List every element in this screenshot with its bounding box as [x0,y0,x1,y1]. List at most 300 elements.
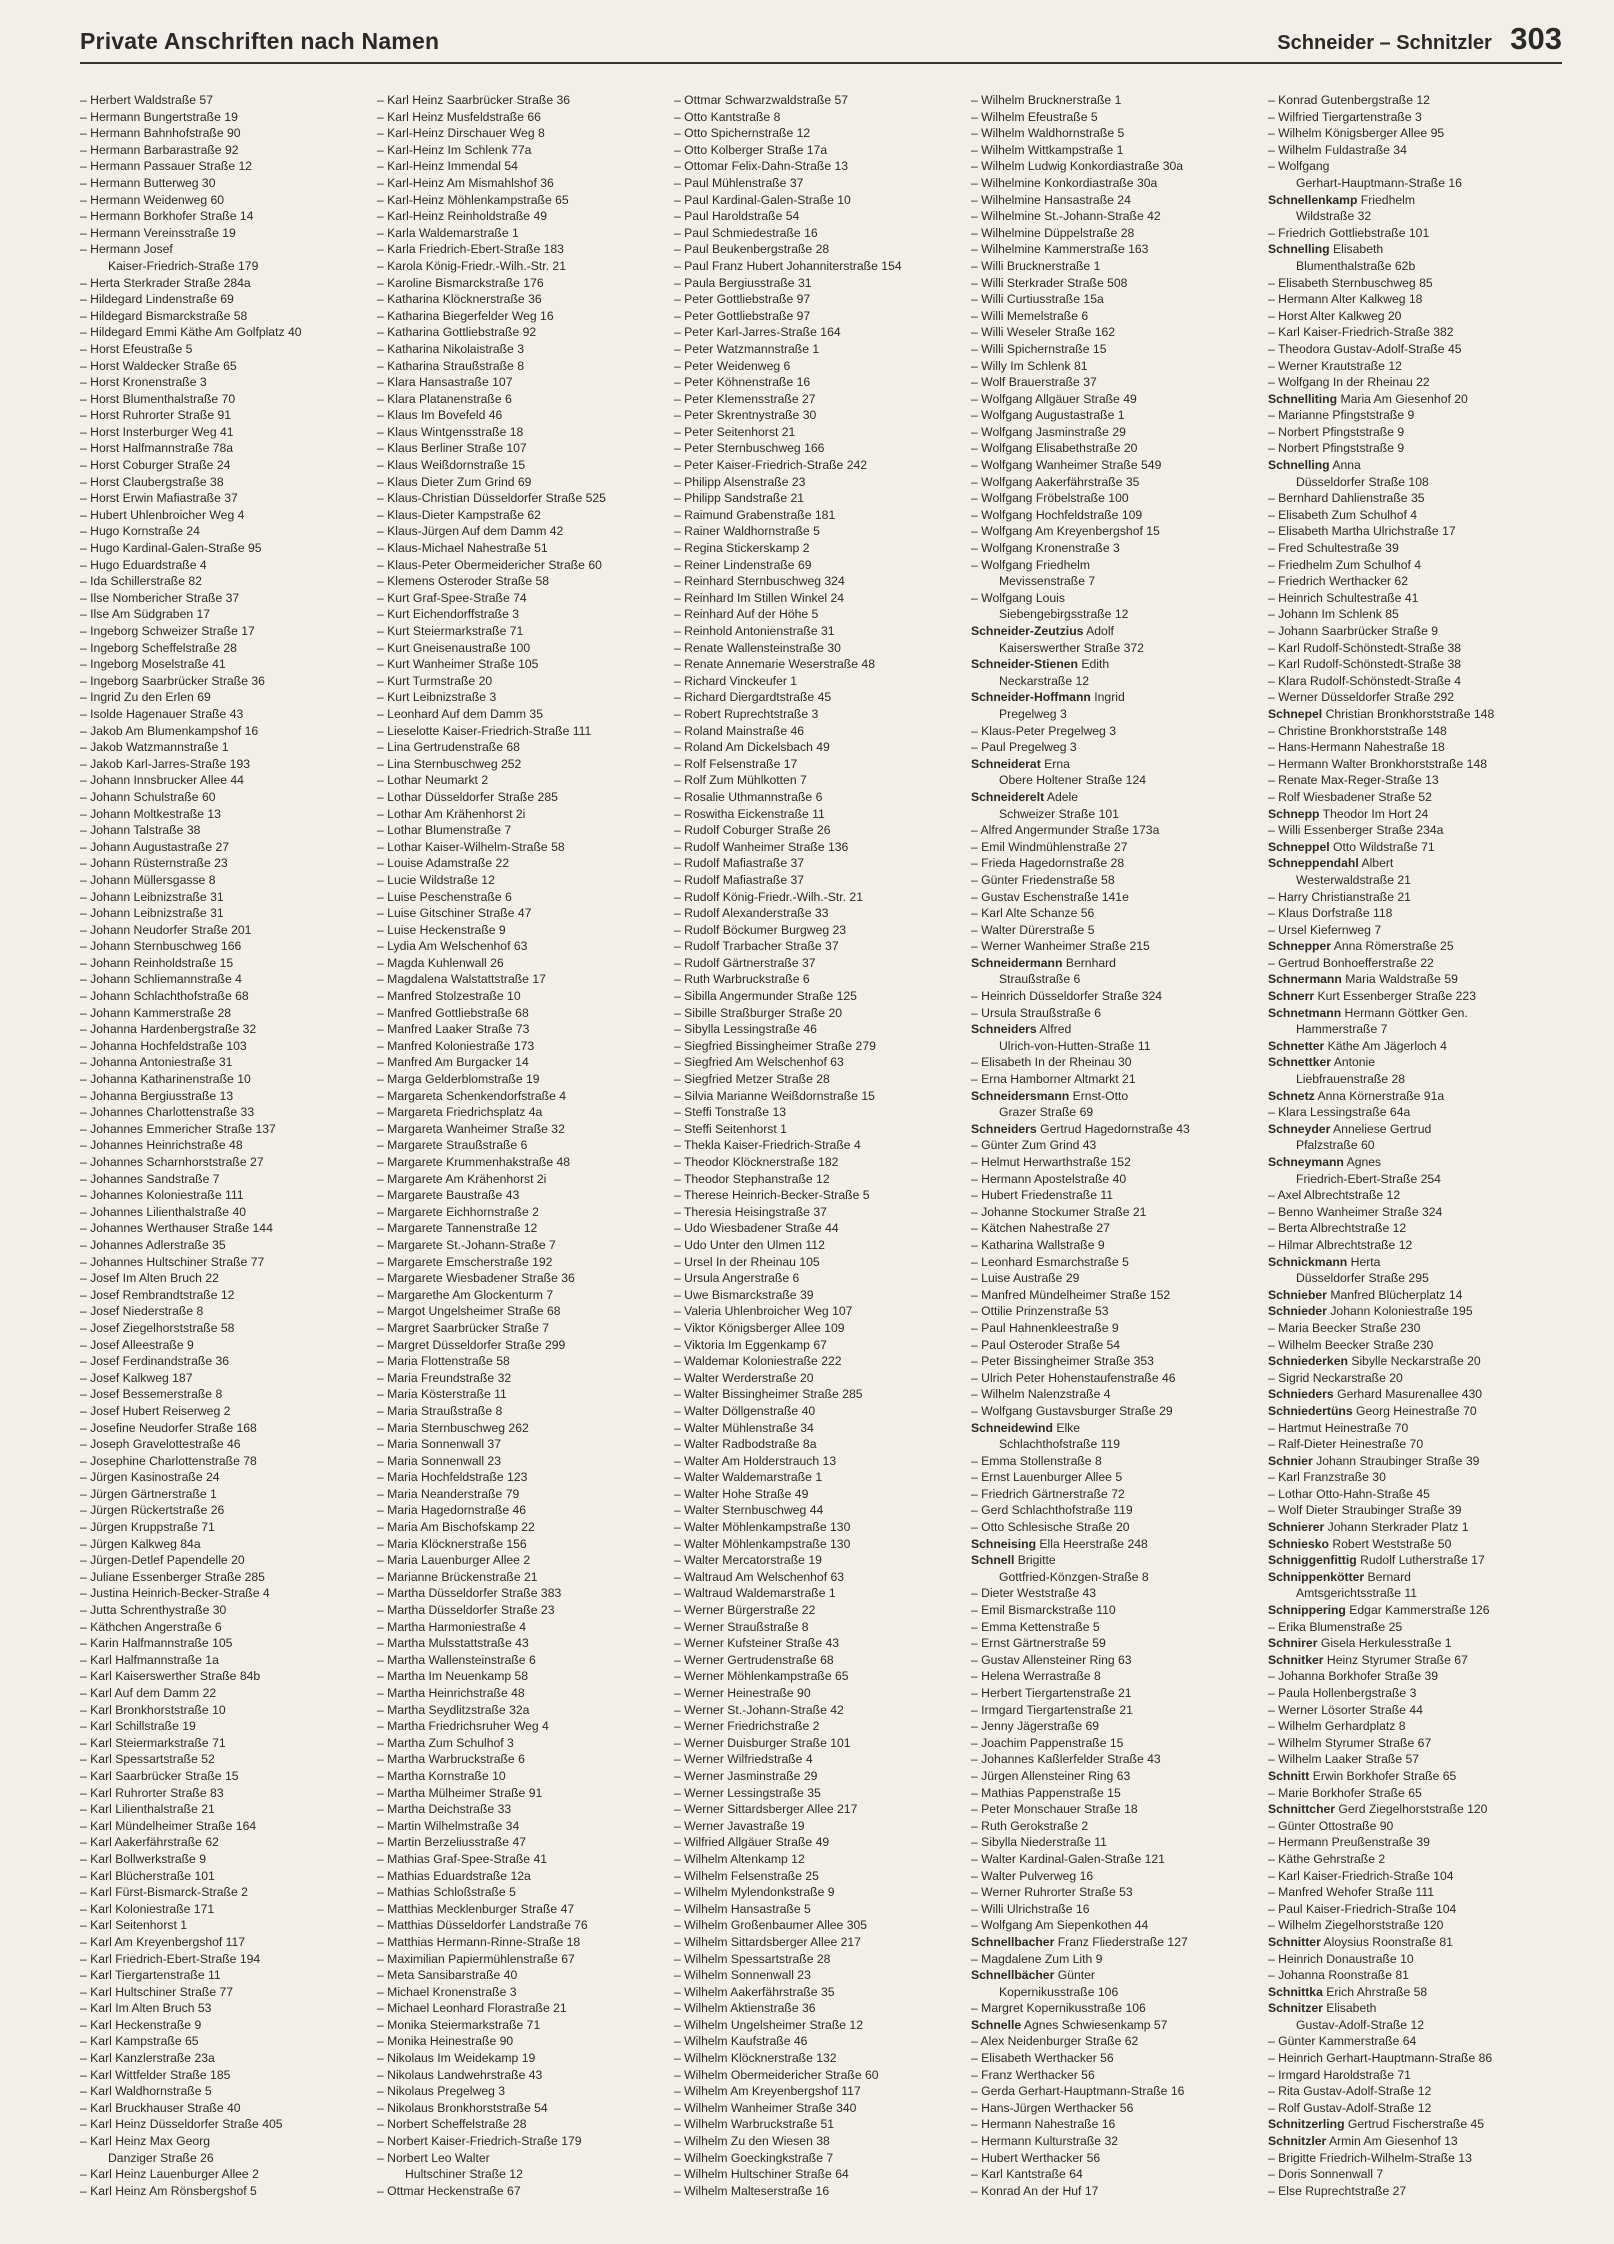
entry-text: – Jutta Schrenthystraße 30 [80,1603,227,1618]
directory-entry [377,1751,674,1768]
entry-text: Hammerstraße 7 [1296,1022,1388,1037]
entry-text: – Hubert Friedenstraße 11 [971,1188,1114,1203]
entry-text: – Marie Borkhofer Straße 65 [1268,1785,1422,1800]
entry-text: – Theodora Gustav-Adolf-Straße 45 [1268,341,1462,356]
entry-text: – Johann Schlachthofstraße 68 [80,989,249,1004]
entry-text: – Hermann Butterweg 30 [80,175,216,190]
surname: Schnepp [1268,806,1320,821]
entry-continuation [1268,1585,1565,1602]
entry-text: – Peter Weidenweg 6 [674,358,791,373]
directory-entry [674,955,971,972]
entry-text: – Rolf Zum Mühlkotten 7 [674,773,807,788]
entry-text: – Wolfgang Aakerfährstraße 35 [971,474,1140,489]
directory-entry [674,1502,971,1519]
entry-text: – Wilhelmine Hansastraße 24 [971,192,1131,207]
entry-text: – Emil Bismarckstraße 110 [971,1603,1116,1618]
entry-text: Pregelweg 3 [999,706,1067,721]
entry-text: – Hermann Borkhofer Straße 14 [80,209,254,224]
entry-text: – Wolf Dieter Straubinger Straße 39 [1268,1503,1462,1518]
directory-entry [377,1386,674,1403]
directory-entry [971,1071,1268,1088]
header-right [1277,21,1562,57]
entry-text: – Matthias Mecklenburger Straße 47 [377,1901,575,1916]
directory-entry [80,2000,377,2017]
directory-entry [1268,1818,1565,1835]
entry-text: – Horst Alter Kalkweg 20 [1268,308,1402,323]
entry-text: – Johann Schulstraße 60 [80,789,216,804]
directory-entry [80,606,377,623]
directory-entry [80,1453,377,1470]
directory-entry [80,275,377,292]
directory-entry [674,1220,971,1237]
entry-text: – Magdalena Walstattstraße 17 [377,972,546,987]
entry-text: – Ilse Am Südgraben 17 [80,607,211,622]
entry-text: – Rudolf König-Friedr.-Wilh.-Str. 21 [674,889,863,904]
directory-entry [80,440,377,457]
directory-entry [971,291,1268,308]
entry-text: – Johann Rüsternstraße 23 [80,856,228,871]
directory-entry [80,855,377,872]
directory-entry [377,2067,674,2084]
directory-entry [971,723,1268,740]
entry-text: – Margret Saarbrücker Straße 7 [377,1320,550,1335]
surname-entry [1268,1536,1565,1553]
entry-text: Bernard [1364,1569,1411,1584]
entry-text: – Hermann Weidenweg 60 [80,192,225,207]
directory-entry [674,407,971,424]
name-range: Schneider – Schnitzler [1277,32,1492,54]
entry-text: – Ruth Gerokstraße 2 [971,1818,1089,1833]
entry-text: – Klara Rudolf-Schönstedt-Straße 4 [1268,673,1462,688]
surname-entry [971,1552,1268,1569]
directory-entry [377,905,674,922]
surname-entry [1268,1353,1565,1370]
directory-entry [80,1552,377,1569]
entry-text: – Wolfgang Friedhelm [971,557,1091,572]
directory-entry [1268,656,1565,673]
surname: Schnitker [1268,1652,1324,1667]
directory-entry [674,1619,971,1636]
directory-entry [377,1220,674,1237]
entry-continuation [1268,1021,1565,1038]
directory-entry [377,457,674,474]
directory-entry [674,822,971,839]
entry-text: Westerwaldstraße 21 [1296,872,1411,887]
directory-entry [80,1702,377,1719]
directory-entry [80,2083,377,2100]
entry-text: – Siegfried Metzer Straße 28 [674,1072,830,1087]
directory-entry [674,1386,971,1403]
entry-text: – Klaus Weißdornstraße 15 [377,458,526,473]
entry-continuation [971,971,1268,988]
entry-text: – Josef Rembrandtstraße 12 [80,1287,235,1302]
directory-entry [971,1602,1268,1619]
surname: Schnieber [1268,1287,1327,1302]
entry-text: Neckarstraße 12 [999,673,1090,688]
entry-text: Armin Am Giesenhof 13 [1326,2134,1458,2149]
directory-entry [377,1469,674,1486]
entry-text: Kopernikusstraße 106 [999,1984,1119,1999]
entry-text: – Katharina Wallstraße 9 [971,1237,1105,1252]
directory-entry [971,557,1268,574]
directory-entry [377,1254,674,1271]
entry-text: – Heinrich Düsseldorfer Straße 324 [971,989,1163,1004]
entry-text: – Johann Innsbrucker Allee 44 [80,773,244,788]
entry-text: – Karl-Heinz Am Mismahlshof 36 [377,175,554,190]
entry-text: – Günter Ottostraße 90 [1268,1818,1394,1833]
directory-entry [377,1818,674,1835]
entry-text: – Peter Monschauer Straße 18 [971,1802,1138,1817]
entry-continuation [1268,175,1565,192]
directory-entry [80,175,377,192]
directory-entry [971,1502,1268,1519]
directory-entry [377,2116,674,2133]
entry-text: Ernst-Otto [1069,1088,1129,1103]
entry-text: – Wolfgang Hochfeldstraße 109 [971,507,1143,522]
entry-text: – Norbert Pfingststraße 9 [1268,441,1405,456]
entry-text: – Ernst Lauenburger Allee 5 [971,1470,1123,1485]
surname: Schneyder [1268,1121,1331,1136]
directory-entry [674,358,971,375]
directory-entry [971,258,1268,275]
directory-entry [80,1287,377,1304]
directory-entry [1268,1370,1565,1387]
directory-entry [674,872,971,889]
directory-entry [971,1585,1268,1602]
entry-text: – Sibilla Angermunder Straße 125 [674,989,857,1004]
entry-text: – Karl-Heinz Reinholdstraße 49 [377,209,548,224]
entry-text: – Wilhelm Zu den Wiesen 38 [674,2134,830,2149]
directory-entry [80,125,377,142]
directory-entry [674,125,971,142]
directory-entry [971,1270,1268,1287]
surname: Schneidermann [971,955,1063,970]
surname-entry [1268,2000,1565,2017]
directory-entry [80,391,377,408]
directory-entry [80,1901,377,1918]
directory-entry [80,192,377,209]
entry-text: – Paul Mühlenstraße 37 [674,175,804,190]
entry-text: – Hermann Bungertstraße 19 [80,109,238,124]
entry-text: – Werner Jasminstraße 29 [674,1768,818,1783]
entry-text: – Wilhelm Kaufstraße 46 [674,2034,808,2049]
directory-entry [674,1137,971,1154]
entry-text: – Martha Friedrichsruher Weg 4 [377,1719,549,1734]
directory-entry [80,474,377,491]
entry-text: – Lina Sternbuschweg 252 [377,756,522,771]
entry-text: – Karl Waldhornstraße 5 [80,2084,212,2099]
entry-text: – Wolfgang Louis [971,590,1065,605]
directory-entry [377,241,674,258]
entry-text: Anneliese Gertrud [1330,1121,1432,1136]
entry-text: – Udo Wiesbadener Straße 44 [674,1221,839,1236]
directory-entry [377,358,674,375]
directory-entry [674,557,971,574]
directory-entry [80,1337,377,1354]
directory-entry [377,955,674,972]
entry-text: – Otto Kantstraße 8 [674,109,781,124]
directory-entry [674,92,971,109]
directory-entry [674,922,971,939]
entry-text: – Johanna Borkhofer Straße 39 [1268,1669,1439,1684]
directory-entry [377,1868,674,1885]
entry-text: – Sigrid Neckarstraße 20 [1268,1370,1403,1385]
directory-entry [80,1154,377,1171]
entry-text: – Klaus-Christian Düsseldorfer Straße 525 [377,491,606,506]
entry-text: – Wolfgang In der Rheinau 22 [1268,375,1430,390]
directory-entry [377,839,674,856]
surname: Schneiders [971,1022,1037,1037]
entry-continuation [1268,1171,1565,1188]
entry-text: – Fred Schultestraße 39 [1268,541,1399,556]
directory-entry [80,789,377,806]
directory-entry [377,822,674,839]
entry-text: – Wilhelmine Konkordiastraße 30a [971,175,1158,190]
entry-text: Ingrid [1090,690,1125,705]
entry-text: – Wilhelm Hansastraße 5 [674,1901,811,1916]
entry-text: – Friedrich Werthacker 62 [1268,574,1408,589]
directory-entry [80,706,377,723]
entry-text: Schlachthofstraße 119 [999,1437,1121,1452]
entry-text: Sibylle Neckarstraße 20 [1347,1354,1481,1369]
directory-entry [674,723,971,740]
entry-text: – Hildegard Emmi Käthe Am Golfplatz 40 [80,325,302,340]
directory-entry [80,2050,377,2067]
entry-text: – Wilhelm Wanheimer Straße 340 [674,2100,857,2115]
entry-text: – Klara Hansastraße 107 [377,375,513,390]
directory-entry [971,1453,1268,1470]
entry-text: – Paula Bergiusstraße 31 [674,275,812,290]
directory-entry [971,1685,1268,1702]
entry-text: – Matthias Düsseldorfer Landstraße 76 [377,1918,588,1933]
directory-entry [674,324,971,341]
entry-text: – Wolfgang Augustastraße 1 [971,408,1125,423]
entry-text: Johann Sterkrader Platz 1 [1324,1520,1469,1535]
entry-text: – Sibille Straßburger Straße 20 [674,1005,842,1020]
directory-entry [674,258,971,275]
surname-entry [1268,988,1565,1005]
entry-text: – Johann Kammerstraße 28 [80,1005,232,1020]
entry-text: – Peter Kaiser-Friedrich-Straße 242 [674,458,868,473]
entry-text: – Waldemar Koloniestraße 222 [674,1354,842,1369]
entry-text: – Wolfgang [1268,159,1330,174]
entry-text: Erich Ahrstraße 58 [1322,1984,1428,1999]
directory-entry [1268,109,1565,126]
entry-text: – Wolfgang Jasminstraße 29 [971,424,1126,439]
directory-entry [674,1054,971,1071]
entry-text: – Karl Ruhrorter Straße 83 [80,1785,224,1800]
entry-text: – Kurt Turmstraße 20 [377,673,493,688]
entry-text: – Heinrich Schultestraße 41 [1268,590,1419,605]
directory-entry [971,2033,1268,2050]
directory-entry [1268,92,1565,109]
entry-text: – Gertrud Bonhoefferstraße 22 [1268,955,1434,970]
entry-text: – Wilhelm Altenkamp 12 [674,1851,805,1866]
directory-entry [377,1370,674,1387]
directory-entry [971,938,1268,955]
directory-entry [971,1718,1268,1735]
entry-text: – Jürgen Gärtnerstraße 1 [80,1486,217,1501]
entry-text: – Brigitte Friedrich-Wilhelm-Straße 13 [1268,2150,1472,2165]
directory-entry [377,1005,674,1022]
entry-text: – Rolf Wiesbadener Straße 52 [1268,789,1432,804]
directory-entry [971,1901,1268,1918]
surname-entry [1268,241,1565,258]
directory-entry [377,1785,674,1802]
directory-entry [971,1204,1268,1221]
directory-entry [80,407,377,424]
directory-entry [377,1519,674,1536]
directory-entry [674,1984,971,2001]
entry-continuation [1268,2017,1565,2034]
entry-text: – Sibylla Lessingstraße 46 [674,1022,817,1037]
entry-text: – Horst Claubergstraße 38 [80,474,224,489]
entry-text: – Paul Schmiedestraße 16 [674,225,818,240]
directory-entry [80,1818,377,1835]
entry-text: – Johann Leibnizstraße 31 [80,906,224,921]
directory-entry [1268,772,1565,789]
directory-entry [377,988,674,1005]
directory-entry [971,1353,1268,1370]
entry-text: – Johanna Antoniestraße 31 [80,1055,233,1070]
entry-text: – Leonhard Esmarchstraße 5 [971,1254,1129,1269]
entry-text: – Margarete Wiesbadener Straße 36 [377,1271,575,1286]
directory-entry [674,1104,971,1121]
directory-entry [377,440,674,457]
surname: Schniesko [1268,1536,1329,1551]
entry-text: – Peter Gottliebstraße 97 [674,292,811,307]
directory-entry [674,855,971,872]
directory-entry [674,391,971,408]
entry-text: – Lina Gertrudenstraße 68 [377,740,520,755]
surname-entry [1268,1088,1565,1105]
directory-entry [80,1171,377,1188]
directory-entry [80,756,377,773]
directory-entry [80,1121,377,1138]
entry-text: – Johann Talstraße 38 [80,823,201,838]
surname-entry [1268,1121,1565,1138]
entry-continuation [1268,1270,1565,1287]
entry-text: – Karl Hultschiner Straße 77 [80,1984,234,1999]
directory-entry [80,1884,377,1901]
entry-text: – Emma Kettenstraße 5 [971,1619,1100,1634]
directory-entry [1268,2100,1565,2117]
directory-entry [377,1054,674,1071]
surname-entry [971,1967,1268,1984]
directory-entry [80,1436,377,1453]
entry-text: – Ulrich Peter Hohenstaufenstraße 46 [971,1370,1176,1385]
directory-entry [377,407,674,424]
entry-text: – Friedhelm Zum Schulhof 4 [1268,557,1422,572]
column-1 [80,92,377,2222]
directory-entry [80,971,377,988]
entry-text: – Walter Dürerstraße 5 [971,922,1095,937]
entry-text: – Michael Kronenstraße 3 [377,1984,517,1999]
entry-text: – Kurt Gneisenaustraße 100 [377,640,531,655]
entry-text: – Helmut Herwarthstraße 152 [971,1155,1131,1169]
entry-text: – Josef Bessemerstraße 8 [80,1387,223,1402]
surname-entry [1268,938,1565,955]
entry-text: – Käthchen Angerstraße 6 [80,1619,222,1634]
directory-entry [80,1619,377,1636]
entry-text: – Wilhelm Königsberger Allee 95 [1268,126,1445,141]
directory-entry [1268,1469,1565,1486]
directory-entry [971,324,1268,341]
entry-text: – Werner Bürgerstraße 22 [674,1603,816,1618]
directory-entry [80,2067,377,2084]
entry-text: Grazer Straße 69 [999,1105,1094,1120]
directory-entry [80,2033,377,2050]
entry-text: – Martha Harmoniestraße 4 [377,1619,527,1634]
surname: Schnittka [1268,1984,1323,1999]
directory-entry [80,1038,377,1055]
entry-text: – Manfred Koloniestraße 173 [377,1038,535,1053]
entry-text: – Karl Halfmannstraße 1a [80,1652,219,1667]
directory-entry [1268,905,1565,922]
entry-text: Herta [1347,1254,1381,1269]
surname-entry [971,1934,1268,1951]
entry-text: – Waltraud Waldemarstraße 1 [674,1586,836,1601]
directory-entry [674,1486,971,1503]
entry-text: – Wilhelm Felsenstraße 25 [674,1868,819,1883]
entry-text: – Karl Kaiser-Friedrich-Straße 104 [1268,1868,1454,1883]
entry-text: Anna [1329,458,1361,473]
entry-text: Brigitte [1014,1553,1056,1568]
entry-text: – Werner Möhlenkampstraße 65 [674,1669,849,1684]
entry-text: Agnes [1343,1155,1382,1169]
entry-text: – Johann Im Schlenk 85 [1268,607,1399,622]
directory-entry [674,889,971,906]
directory-entry [80,739,377,756]
entry-text: Gustav-Adolf-Straße 12 [1296,2017,1425,2032]
entry-text: – Peter Watzmannstraße 1 [674,341,820,356]
entry-text: – Klaus Dieter Zum Grind 69 [377,474,532,489]
entry-text: – Klaus Berliner Straße 107 [377,441,527,456]
directory-entry [971,407,1268,424]
directory-entry [80,490,377,507]
entry-text: – Johanna Katharinenstraße 10 [80,1072,251,1087]
directory-entry [377,1967,674,1984]
entry-text: – Elisabeth Werthacker 56 [971,2051,1114,2066]
entry-text: – Margarete Krummenhakstraße 48 [377,1155,571,1169]
entry-text: – Elisabeth Zum Schulhof 4 [1268,507,1418,522]
directory-entry [674,440,971,457]
entry-text: – Jürgen Kalkweg 84a [80,1536,201,1551]
entry-text: – Alex Neidenburger Straße 62 [971,2034,1139,2049]
directory-entry [674,2166,971,2183]
entry-text: – Meta Sansibarstraße 40 [377,1968,518,1983]
directory-entry [674,308,971,325]
entry-text: Gerhard Masurenallee 430 [1333,1387,1483,1402]
entry-text: – Margarete Straußstraße 6 [377,1138,528,1153]
entry-text: – Johannes Kaßlerfelder Straße 43 [971,1752,1161,1767]
entry-text: – Emil Windmühlenstraße 27 [971,839,1128,854]
directory-entry [377,175,674,192]
surname-entry [1268,1934,1565,1951]
entry-text: – Heinrich Donaustraße 10 [1268,1951,1414,1966]
surname: Schnippenkötter [1268,1569,1365,1584]
directory-entry [377,1353,674,1370]
entry-text: – Raimund Grabenstraße 181 [674,507,836,522]
directory-entry [377,1171,674,1188]
entry-text: – Robert Ruprechtstraße 3 [674,706,819,721]
directory-entry [971,175,1268,192]
directory-entry [80,1519,377,1536]
entry-text: Friedhelm [1357,192,1415,207]
surname: Schnierer [1268,1520,1325,1535]
entry-text: – Jakob Karl-Jarres-Straße 193 [80,756,251,771]
directory-entry [1268,358,1565,375]
